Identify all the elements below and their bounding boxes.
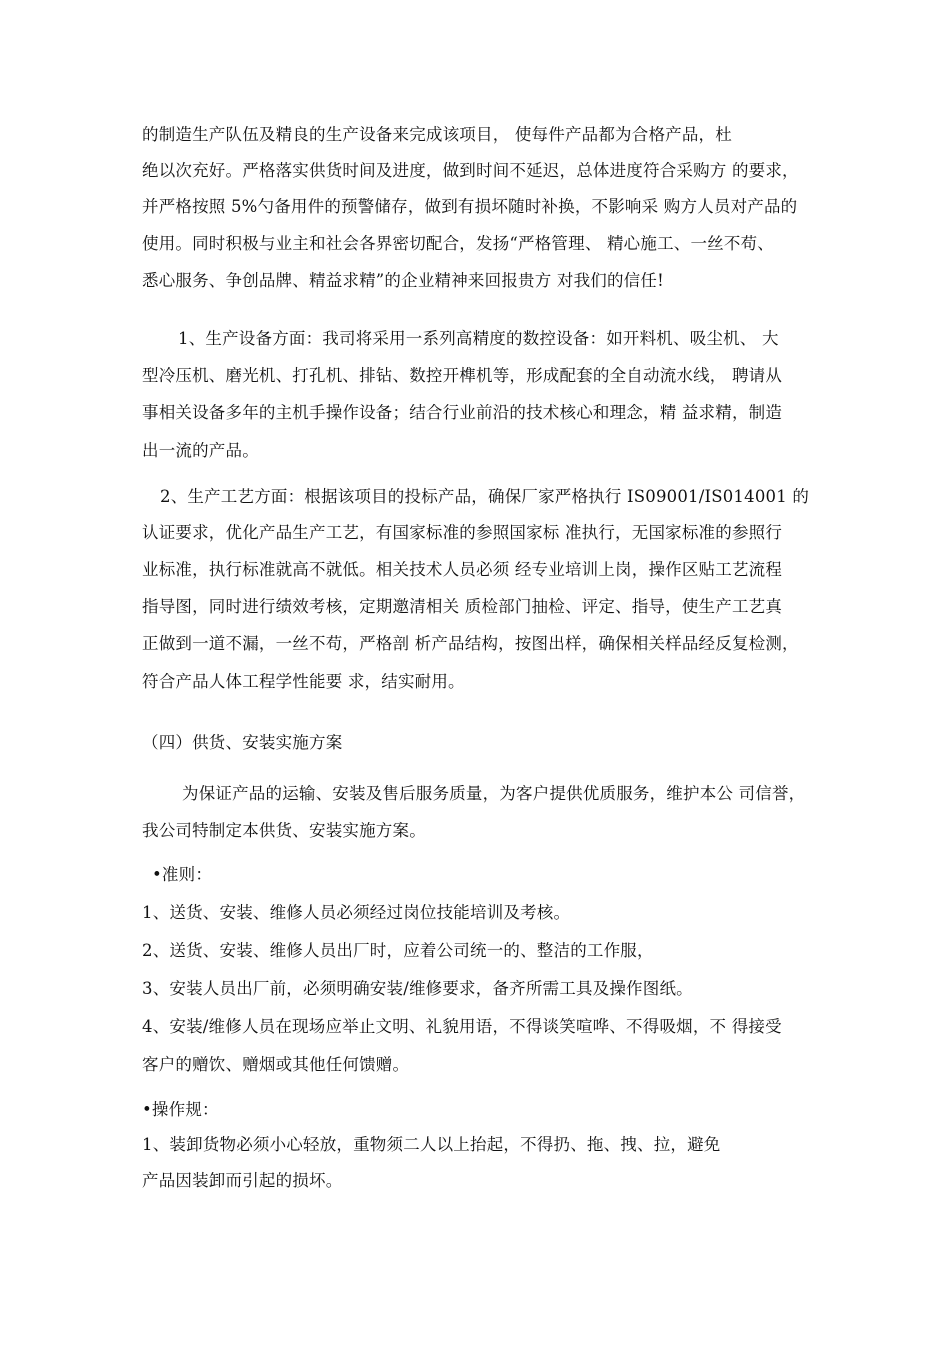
section-process-line: 正做到一道不漏，一丝不苟，严格剖 析产品结构，按图出样，确保相关样品经反复检测， <box>142 634 799 653</box>
section-equipment-line: 事相关设备多年的主机手操作设备；结合行业前沿的技术核心和理念，精 益求精，制造 <box>142 403 783 422</box>
section-heading: （四）供货、安装实施方案 <box>142 733 343 752</box>
section-equipment-line: 1、生产设备方面：我司将采用一系列高精度的数控设备：如开料机、吸尘机、 大 <box>178 329 779 348</box>
section-equipment-line: 出一流的产品。 <box>142 441 259 460</box>
paragraph-line: 并严格按照 5%勺备用件的预警储存，做到有损坏随时补换，不影响采 购方人员对产品的 <box>142 197 798 216</box>
paragraph-line: 绝以次充好。严格落实供货时间及进度，做到时间不延迟，总体进度符合采购方 的要求， <box>142 161 799 180</box>
section-process-line: 符合产品人体工程学性能要 求，结实耐用。 <box>142 672 465 691</box>
operation-heading: •操作规： <box>142 1100 219 1119</box>
section-process-line: 业标准，执行标准就高不就低。相关技术人员必须 经专业培训上岗，操作区贴工艺流程 <box>142 560 783 579</box>
paragraph-line: 的制造生产队伍及精良的生产设备来完成该项目， 使每件产品都为合格产品，杜 <box>142 125 732 144</box>
section-process-line: 认证要求，优化产品生产工艺，有国家标准的参照国家标 准执行，无国家标准的参照行 <box>142 523 783 542</box>
intro-line: 为保证产品的运输、安装及售后服务质量，为客户提供优质服务，维护本公 司信誉， <box>182 784 806 803</box>
principle-item: 4、安装/维修人员在现场应举止文明、礼貌用语，不得谈笑喧哗、不得吸烟，不 得接受 <box>142 1017 782 1036</box>
principles-heading: •准则： <box>152 865 213 884</box>
intro-line: 我公司特制定本供货、安装实施方案。 <box>142 821 426 840</box>
section-process-line: 指导图，同时进行绩效考核，定期邀清相关 质检部门抽检、评定、指导，使生产工艺真 <box>142 597 783 616</box>
principle-item: 1、送货、安装、维修人员必须经过岗位技能培训及考核。 <box>142 903 571 922</box>
paragraph-line: 悉心服务、争创品牌、精益求精”的企业精神来回报贵方 对我们的信任! <box>142 271 664 290</box>
operation-item: 产品因装卸而引起的损坏。 <box>142 1171 343 1190</box>
paragraph-line: 使用。同时积极与业主和社会各界密切配合，发扬“严格管理、 精心施工、一丝不苟、 <box>142 234 774 253</box>
principle-item: 3、安装人员出厂前，必须明确安装/维修要求，备齐所需工具及操作图纸。 <box>142 979 693 998</box>
principle-item: 2、送货、安装、维修人员出厂时，应着公司统一的、整洁的工作服， <box>142 941 654 960</box>
section-equipment-line: 型冷压机、磨光机、打孔机、排钻、数控开榫机等，形成配套的全自动流水线， 聘请从 <box>142 366 783 385</box>
principle-item: 客户的赠饮、赠烟或其他任何馈赠。 <box>142 1055 410 1074</box>
section-process-line: 2、生产工艺方面：根据该项目的投标产品，确保厂家严格执行 IS09001/IS014001 的 <box>160 487 810 506</box>
operation-item: 1、装卸货物必须小心轻放，重物须二人以上抬起，不得扔、拖、拽、拉，避免 <box>142 1135 721 1154</box>
